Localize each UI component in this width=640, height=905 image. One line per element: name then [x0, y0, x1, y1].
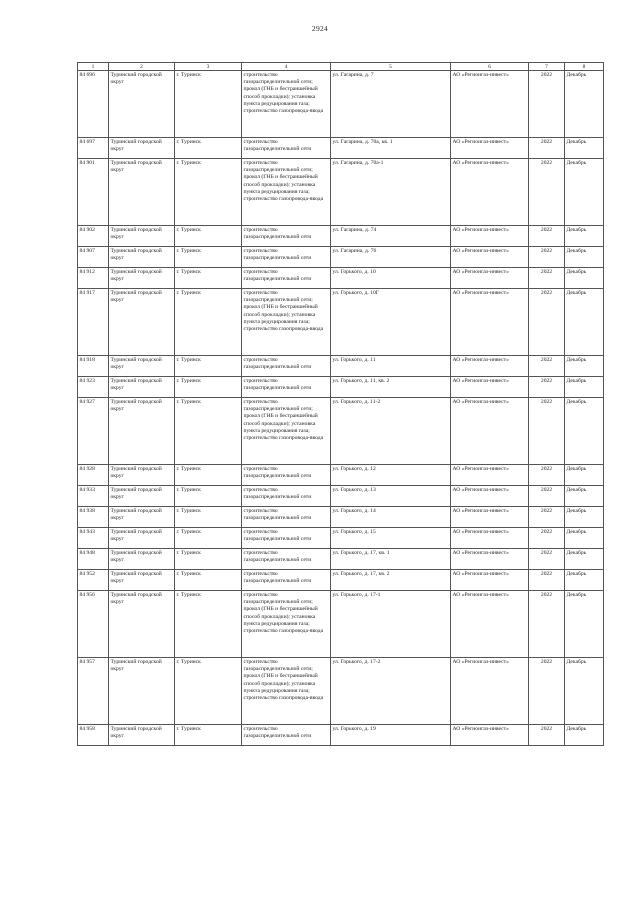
address-cell: ул. Горького, д. 17-2	[331, 658, 451, 725]
header-cell: 6	[451, 63, 529, 71]
address-cell: ул. Горького, д. 19	[331, 725, 451, 746]
year-cell: 2022	[529, 507, 565, 528]
organization-cell: АО «Регионгаз-инвест»	[451, 247, 529, 268]
month-cell: Декабрь	[565, 289, 604, 356]
year-cell: 2022	[529, 725, 565, 746]
page-number: 2924	[311, 24, 329, 33]
year-cell: 2022	[529, 570, 565, 591]
district-cell: Туринский городской округ	[109, 486, 175, 507]
table-body	[78, 63, 604, 746]
work-type-cell: строительство газораспределительной сети; прокол (ГНБ и бестраншейный способ прокладки); установка пункта редуцирования газа; строительство газопровода-ввода	[242, 658, 331, 725]
table-row	[78, 398, 604, 465]
row-number-cell: 84 948	[78, 549, 109, 570]
year-cell: 2022	[529, 591, 565, 658]
row-number-cell: 84 918	[78, 356, 109, 377]
row-number-cell: 84 956	[78, 591, 109, 658]
table-row	[78, 356, 604, 377]
work-type-cell: строительство газораспределительной сети	[242, 549, 331, 570]
organization-cell: АО «Регионгаз-инвест»	[451, 159, 529, 226]
district-cell: Туринский городской округ	[109, 159, 175, 226]
table-row	[78, 507, 604, 528]
address-cell: ул. Гагарина, д. 70а-1	[331, 159, 451, 226]
month-cell: Декабрь	[565, 159, 604, 226]
year-cell: 2022	[529, 549, 565, 570]
district-cell: Туринский городской округ	[109, 528, 175, 549]
address-cell: ул. Горького, д. 15	[331, 528, 451, 549]
address-cell: ул. Горького, д. 10	[331, 268, 451, 289]
month-cell: Декабрь	[565, 71, 604, 138]
address-cell: ул. Горького, д. 11, кв. 2	[331, 377, 451, 398]
year-cell: 2022	[529, 465, 565, 486]
year-cell: 2022	[529, 138, 565, 159]
row-number-cell: 84 958	[78, 725, 109, 746]
locality-cell: г. Туринск	[175, 658, 242, 725]
locality-cell: г. Туринск	[175, 549, 242, 570]
district-cell: Туринский городской округ	[109, 398, 175, 465]
month-cell: Декабрь	[565, 725, 604, 746]
row-number-cell: 84 917	[78, 289, 109, 356]
year-cell: 2022	[529, 658, 565, 725]
district-cell: Туринский городской округ	[109, 591, 175, 658]
table-row	[78, 289, 604, 356]
month-cell: Декабрь	[565, 549, 604, 570]
table-row	[78, 549, 604, 570]
row-number-cell: 84 943	[78, 528, 109, 549]
organization-cell: АО «Регионгаз-инвест»	[451, 138, 529, 159]
work-type-cell: строительство газораспределительной сети	[242, 465, 331, 486]
district-cell: Туринский городской округ	[109, 268, 175, 289]
work-type-cell: строительство газораспределительной сети; прокол (ГНБ и бестраншейный способ прокладки); установка пункта редуцирования газа; строительство газопровода-ввода	[242, 159, 331, 226]
table-row	[78, 377, 604, 398]
row-number-cell: 84 901	[78, 159, 109, 226]
organization-cell: АО «Регионгаз-инвест»	[451, 725, 529, 746]
work-type-cell: строительство газораспределительной сети; прокол (ГНБ и бестраншейный способ прокладки); установка пункта редуцирования газа; строительство газопровода-ввода	[242, 591, 331, 658]
organization-cell: АО «Регионгаз-инвест»	[451, 289, 529, 356]
work-type-cell: строительство газораспределительной сети; прокол (ГНБ и бестраншейный способ прокладки); установка пункта редуцирования газа; строительство газопровода-ввода	[242, 289, 331, 356]
works-table	[77, 62, 604, 746]
table-row	[78, 268, 604, 289]
address-cell: ул. Горького, д. 14	[331, 507, 451, 528]
locality-cell: г. Туринск	[175, 725, 242, 746]
header-cell: 8	[565, 63, 604, 71]
locality-cell: г. Туринск	[175, 377, 242, 398]
table-row	[78, 247, 604, 268]
locality-cell: г. Туринск	[175, 289, 242, 356]
year-cell: 2022	[529, 528, 565, 549]
locality-cell: г. Туринск	[175, 71, 242, 138]
address-cell: ул. Гагарина, д. 7	[331, 71, 451, 138]
work-type-cell: строительство газораспределительной сети	[242, 138, 331, 159]
work-type-cell: строительство газораспределительной сети	[242, 268, 331, 289]
work-type-cell: строительство газораспределительной сети; прокол (ГНБ и бестраншейный способ прокладки); установка пункта редуцирования газа; строительство газопровода-ввода	[242, 398, 331, 465]
month-cell: Декабрь	[565, 570, 604, 591]
month-cell: Декабрь	[565, 268, 604, 289]
year-cell: 2022	[529, 71, 565, 138]
locality-cell: г. Туринск	[175, 591, 242, 658]
address-cell: ул. Горького, д. 17, кв. 2	[331, 570, 451, 591]
organization-cell: АО «Регионгаз-инвест»	[451, 268, 529, 289]
address-cell: ул. Горького, д. 11	[331, 356, 451, 377]
row-number-cell: 84 928	[78, 465, 109, 486]
work-type-cell: строительство газораспределительной сети	[242, 528, 331, 549]
district-cell: Туринский городской округ	[109, 71, 175, 138]
header-cell: 2	[109, 63, 175, 71]
district-cell: Туринский городской округ	[109, 658, 175, 725]
organization-cell: АО «Регионгаз-инвест»	[451, 570, 529, 591]
address-cell: ул. Горького, д. 12	[331, 465, 451, 486]
locality-cell: г. Туринск	[175, 507, 242, 528]
month-cell: Декабрь	[565, 226, 604, 247]
district-cell: Туринский городской округ	[109, 138, 175, 159]
header-cell: 7	[529, 63, 565, 71]
organization-cell: АО «Регионгаз-инвест»	[451, 465, 529, 486]
address-cell: ул. Горького, д. 17-1	[331, 591, 451, 658]
district-cell: Туринский городской округ	[109, 356, 175, 377]
table-row	[78, 486, 604, 507]
district-cell: Туринский городской округ	[109, 507, 175, 528]
address-cell: ул. Горького, д. 17, кв. 1	[331, 549, 451, 570]
district-cell: Туринский городской округ	[109, 549, 175, 570]
month-cell: Декабрь	[565, 465, 604, 486]
table-row	[78, 570, 604, 591]
month-cell: Декабрь	[565, 486, 604, 507]
month-cell: Декабрь	[565, 398, 604, 465]
month-cell: Декабрь	[565, 528, 604, 549]
year-cell: 2022	[529, 247, 565, 268]
work-type-cell: строительство газораспределительной сети	[242, 486, 331, 507]
organization-cell: АО «Регионгаз-инвест»	[451, 226, 529, 247]
header-cell: 3	[175, 63, 242, 71]
table-row	[78, 528, 604, 549]
month-cell: Декабрь	[565, 356, 604, 377]
district-cell: Туринский городской округ	[109, 465, 175, 486]
month-cell: Декабрь	[565, 377, 604, 398]
locality-cell: г. Туринск	[175, 268, 242, 289]
row-number-cell: 84 696	[78, 71, 109, 138]
locality-cell: г. Туринск	[175, 356, 242, 377]
row-number-cell: 84 912	[78, 268, 109, 289]
work-type-cell: строительство газораспределительной сети; прокол (ГНБ и бестраншейный способ прокладки); установка пункта редуцирования газа; строительство газопровода-ввода	[242, 71, 331, 138]
year-cell: 2022	[529, 268, 565, 289]
district-cell: Туринский городской округ	[109, 570, 175, 591]
work-type-cell: строительство газораспределительной сети	[242, 570, 331, 591]
work-type-cell: строительство газораспределительной сети	[242, 247, 331, 268]
address-cell: ул. Гагарина, д. 76	[331, 247, 451, 268]
organization-cell: АО «Регионгаз-инвест»	[451, 591, 529, 658]
work-type-cell: строительство газораспределительной сети	[242, 226, 331, 247]
table-row	[78, 226, 604, 247]
header-cell: 1	[78, 63, 109, 71]
work-type-cell: строительство газораспределительной сети	[242, 356, 331, 377]
row-number-cell: 84 923	[78, 377, 109, 398]
row-number-cell: 84 907	[78, 247, 109, 268]
table-row	[78, 71, 604, 138]
row-number-cell: 84 938	[78, 507, 109, 528]
month-cell: Декабрь	[565, 138, 604, 159]
district-cell: Туринский городской округ	[109, 377, 175, 398]
locality-cell: г. Туринск	[175, 247, 242, 268]
locality-cell: г. Туринск	[175, 138, 242, 159]
year-cell: 2022	[529, 356, 565, 377]
organization-cell: АО «Регионгаз-инвест»	[451, 507, 529, 528]
locality-cell: г. Туринск	[175, 226, 242, 247]
header-cell: 4	[242, 63, 331, 71]
year-cell: 2022	[529, 486, 565, 507]
table-row	[78, 658, 604, 725]
address-cell: ул. Горького, д. 13	[331, 486, 451, 507]
organization-cell: АО «Регионгаз-инвест»	[451, 549, 529, 570]
header-row	[78, 63, 604, 71]
address-cell: ул. Гагарина, д. 70а, кв. 1	[331, 138, 451, 159]
address-cell: ул. Гагарина, д. 74	[331, 226, 451, 247]
organization-cell: АО «Регионгаз-инвест»	[451, 528, 529, 549]
header-cell: 5	[331, 63, 451, 71]
year-cell: 2022	[529, 398, 565, 465]
locality-cell: г. Туринск	[175, 528, 242, 549]
address-cell: ул. Горького, д. 10Г	[331, 289, 451, 356]
table-row	[78, 725, 604, 746]
district-cell: Туринский городской округ	[109, 289, 175, 356]
organization-cell: АО «Регионгаз-инвест»	[451, 658, 529, 725]
year-cell: 2022	[529, 159, 565, 226]
table-row	[78, 591, 604, 658]
row-number-cell: 84 952	[78, 570, 109, 591]
year-cell: 2022	[529, 377, 565, 398]
table-row	[78, 159, 604, 226]
month-cell: Декабрь	[565, 247, 604, 268]
locality-cell: г. Туринск	[175, 486, 242, 507]
district-cell: Туринский городской округ	[109, 247, 175, 268]
month-cell: Декабрь	[565, 507, 604, 528]
work-type-cell: строительство газораспределительной сети	[242, 507, 331, 528]
year-cell: 2022	[529, 226, 565, 247]
work-type-cell: строительство газораспределительной сети	[242, 377, 331, 398]
organization-cell: АО «Регионгаз-инвест»	[451, 356, 529, 377]
year-cell: 2022	[529, 289, 565, 356]
locality-cell: г. Туринск	[175, 159, 242, 226]
month-cell: Декабрь	[565, 658, 604, 725]
row-number-cell: 84 933	[78, 486, 109, 507]
locality-cell: г. Туринск	[175, 465, 242, 486]
locality-cell: г. Туринск	[175, 570, 242, 591]
row-number-cell: 84 927	[78, 398, 109, 465]
organization-cell: АО «Регионгаз-инвест»	[451, 377, 529, 398]
row-number-cell: 84 902	[78, 226, 109, 247]
locality-cell: г. Туринск	[175, 398, 242, 465]
row-number-cell: 84 697	[78, 138, 109, 159]
organization-cell: АО «Регионгаз-инвест»	[451, 71, 529, 138]
organization-cell: АО «Регионгаз-инвест»	[451, 486, 529, 507]
table-row	[78, 138, 604, 159]
month-cell: Декабрь	[565, 591, 604, 658]
district-cell: Туринский городской округ	[109, 725, 175, 746]
row-number-cell: 84 957	[78, 658, 109, 725]
work-type-cell: строительство газораспределительной сети	[242, 725, 331, 746]
address-cell: ул. Горького, д. 11-2	[331, 398, 451, 465]
table-row	[78, 465, 604, 486]
district-cell: Туринский городской округ	[109, 226, 175, 247]
organization-cell: АО «Регионгаз-инвест»	[451, 398, 529, 465]
